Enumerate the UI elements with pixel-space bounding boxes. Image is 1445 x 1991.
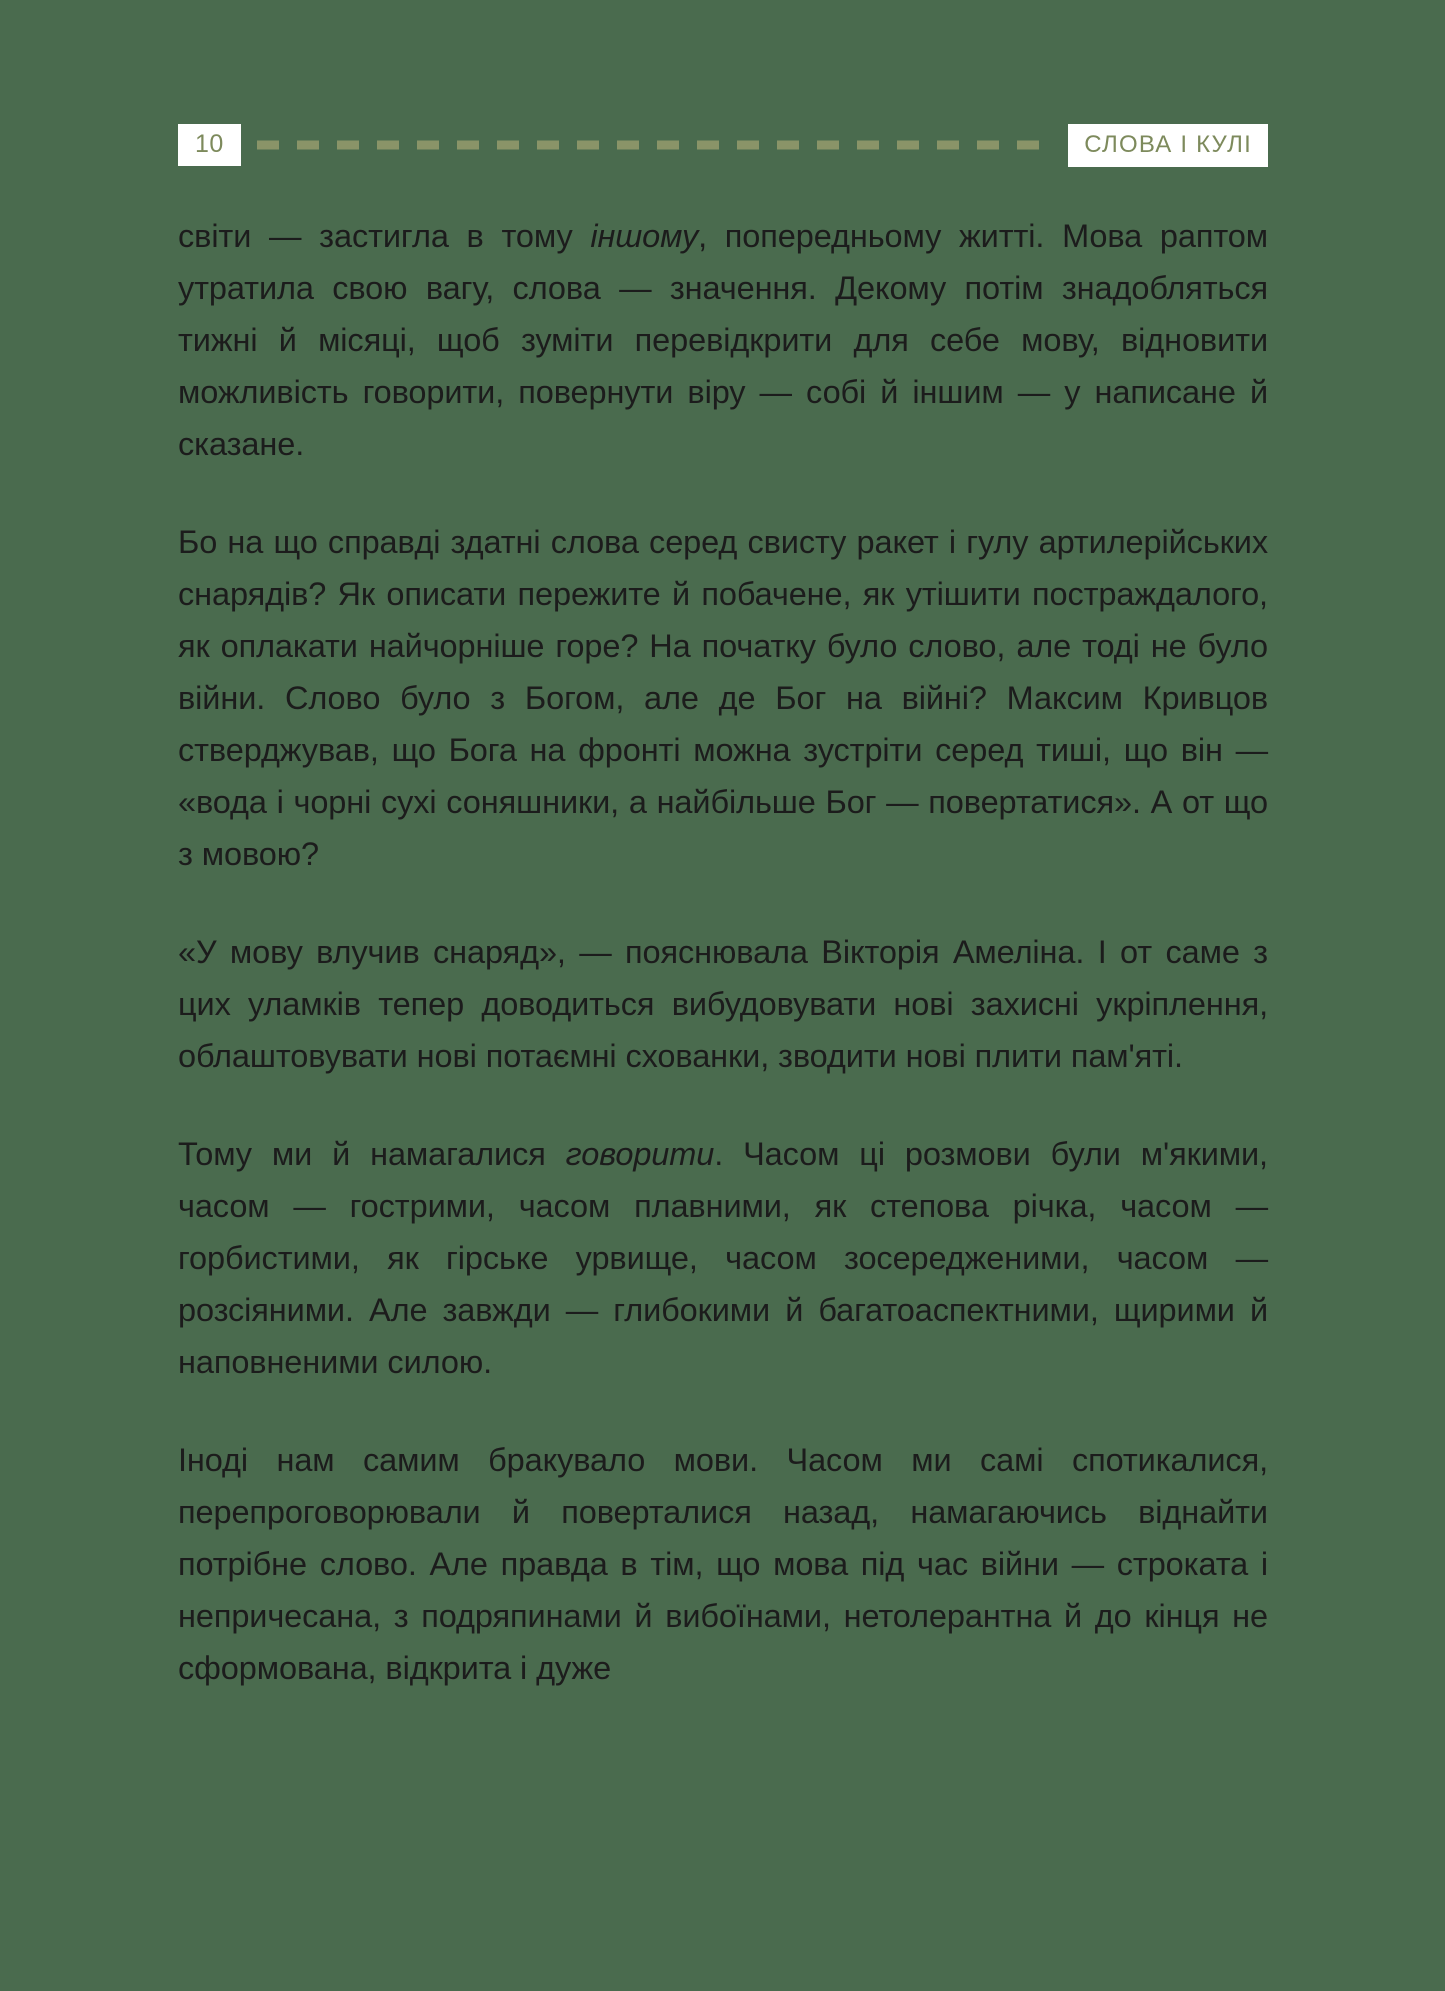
- paragraph: Бо на що справді здатні слова серед свисту ракет і гулу артилерійських снарядів? Як описати пережите й побачене, як утішити постраждалого, як оплакати найчорніше горе? На початку було слово, але тоді не було війни. Слово було з Богом, але де Бог на війні? Максим Кривцов стверджував, що Бога на фронті можна зустріти серед тиші, що він — «вода і чорні сухі соняшники, а найбільше Бог — повертатися». А от що з мовою?: [178, 524, 1268, 872]
- paragraph: Іноді нам самим бракувало мови. Часом ми самі спотикалися, перепроговорювали й поверталися назад, намагаючись віднайти потрібне слово. Але правда в тім, що мова під час війни — строката і непричесана, з подряпинами й вибоїнами, нетолерантна й до кінця не сформована, відкрита і дуже: [178, 1442, 1268, 1686]
- paragraph: Тому ми й намагалися говорити. Часом ці розмови були м'якими, часом — гострими, часом плавними, як степова річка, часом — горбистими, як гірське урвище, часом зосередженими, часом — розсіяними. Але завжди — глибокими й багатоаспектними, щирими й наповненими силою.: [178, 1136, 1268, 1380]
- running-head: [178, 126, 1268, 164]
- book-title-header: СЛОВА І КУЛІ: [1068, 124, 1268, 167]
- paragraph: «У мову влучив снаряд», — пояснювала Вікторія Амеліна. І от саме з цих уламків тепер доводиться вибудовувати нові захисні укріплення, облаштовувати нові потаємні схованки, зводити нові плити пам'яті.: [178, 934, 1268, 1074]
- paragraph: світи — застигла в тому іншому, попередньому житті. Мова раптом утратила свою вагу, слова — значення. Декому потім знадобляться тижні й місяці, щоб зуміти перевідкрити для себе мову, відновити можливість говорити, повернути віру — собі й іншим — у написане й сказане.: [178, 218, 1268, 462]
- body-text-column: [178, 210, 1268, 1694]
- page-number: 10: [178, 124, 241, 166]
- dashed-rule-divider: [257, 126, 1052, 164]
